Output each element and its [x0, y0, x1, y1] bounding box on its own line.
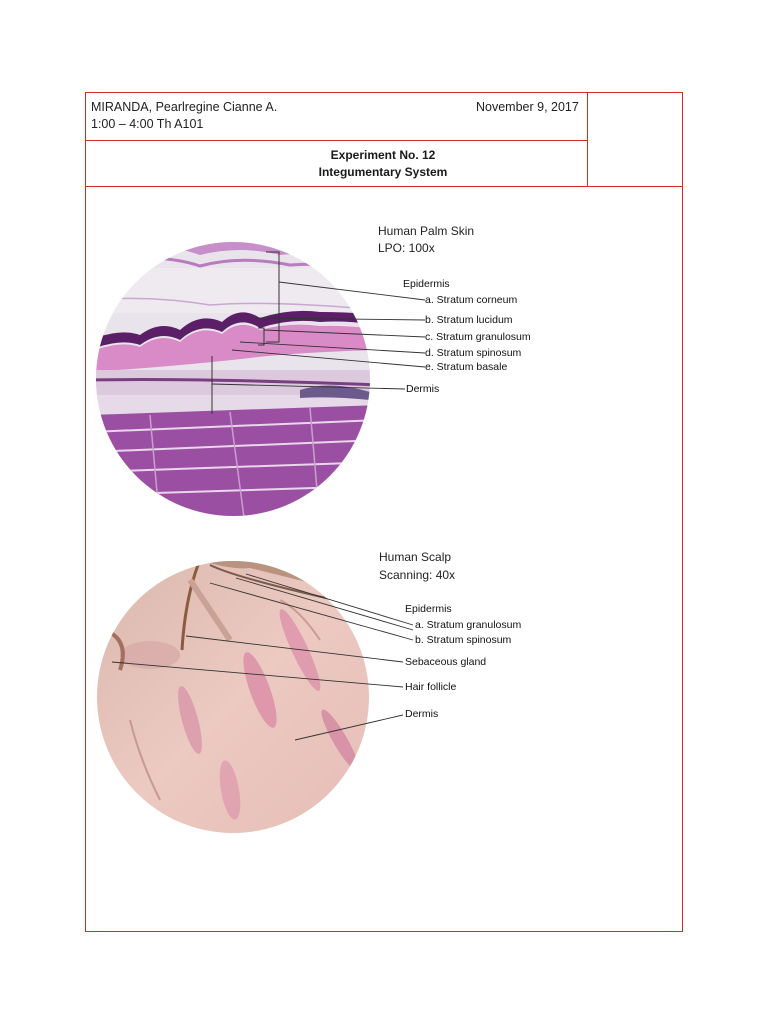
- palm-label-dermis: Dermis: [406, 383, 440, 395]
- date: November 9, 2017: [476, 100, 579, 114]
- student-name: MIRANDA, Pearlregine Cianne A.: [91, 100, 278, 114]
- experiment-number: Experiment No. 12: [330, 148, 436, 162]
- palm-label-lucidum: b. Stratum lucidum: [425, 314, 513, 326]
- schedule: 1:00 – 4:00 Th A101: [91, 117, 204, 131]
- scalp-micrograph: [90, 555, 380, 845]
- scalp-label-sebaceous-gland: Sebaceous gland: [405, 656, 487, 668]
- palm-label-basale: e. Stratum basale: [425, 361, 508, 373]
- palm-caption-title: Human Palm Skin: [378, 224, 475, 238]
- experiment-title: Integumentary System: [318, 165, 448, 179]
- scalp-label-dermis: Dermis: [405, 708, 439, 720]
- palm-caption-magnification: LPO: 100x: [378, 241, 435, 255]
- scalp-label-spinosum: b. Stratum spinosum: [415, 634, 512, 646]
- palm-skin-micrograph: [90, 235, 380, 525]
- palm-label-granulosum: c. Stratum granulosum: [425, 331, 531, 343]
- scalp-label-epidermis: Epidermis: [405, 603, 452, 615]
- palm-label-corneum: a. Stratum corneum: [425, 294, 518, 306]
- palm-label-epidermis: Epidermis: [403, 278, 450, 290]
- scalp-label-granulosum: a. Stratum granulosum: [415, 619, 522, 631]
- scalp-label-hair-follicle: Hair follicle: [405, 681, 457, 693]
- scalp-caption-title: Human Scalp: [379, 550, 452, 564]
- scalp-caption-magnification: Scanning: 40x: [379, 568, 456, 582]
- palm-label-spinosum: d. Stratum spinosum: [425, 347, 522, 359]
